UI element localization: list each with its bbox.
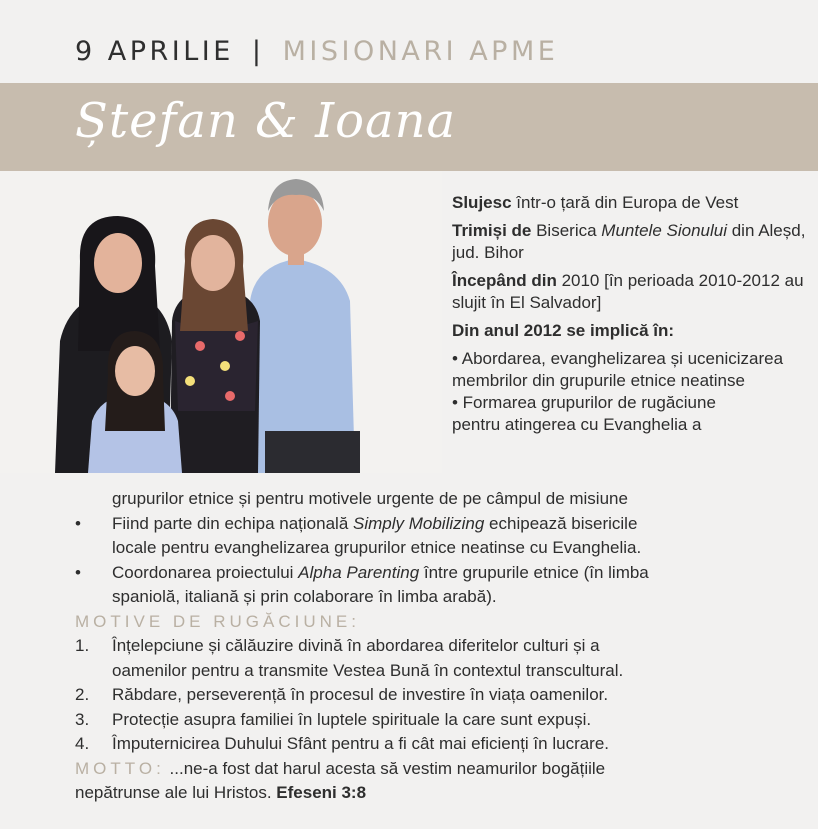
- prayer-item-4: 4. Împuternicirea Duhului Sfânt pentru a fi cât mai eficienți în lucrare.: [75, 734, 610, 753]
- prayer-item-2: 2. Răbdare, perseverență în procesul de investire în viața oamenilor.: [75, 685, 609, 704]
- lower-content: [75, 487, 815, 806]
- serve-line: Slujesc într-o țară din Europa de Vest: [452, 193, 739, 212]
- start-line: Începând din 2010 [în perioada 2010-2012 au slujit în El Salvador]: [452, 271, 804, 312]
- bible-reference: Efeseni 3:8: [276, 783, 367, 802]
- family-photo: [0, 171, 442, 473]
- involvement-bullet-2-start: • Formarea grupurilor de rugăciune: [452, 393, 716, 412]
- header-separator: |: [251, 36, 265, 67]
- family-photo-illustration: [0, 171, 442, 473]
- involvement-bullet-2-cont: pentru atingerea cu Evanghelia a: [452, 415, 702, 434]
- bullet-marker: •: [75, 513, 81, 533]
- prayer-item-1: 1. Înțelepciune și călăuzire divină în abordarea diferitelor culturi și a oamenilor pentru a transmite Vestea Bună în contextul transcultural.: [75, 636, 624, 680]
- sent-line: Trimiși de Biserica Muntele Sionului din Aleșd, jud. Bihor: [452, 221, 806, 262]
- prayer-heading: MOTIVE DE RUGĂCIUNE:: [75, 611, 360, 631]
- motto: MOTTO: ...ne-a fost dat harul acesta să vestim neamurilor bogățiile nepătrunse ale lui Hristos. Efeseni 3:8: [75, 758, 606, 802]
- involved-heading: Din anul 2012 se implică în:: [452, 321, 675, 340]
- section-title: MISIONARI APME: [282, 36, 559, 67]
- name-banner: [0, 83, 818, 171]
- date: 9 APRILIE: [75, 36, 234, 67]
- involvement-bullet-1: • Abordarea, evanghelizarea și ucenicizarea membrilor din grupurile etnice neatinse: [452, 349, 784, 390]
- involvement-bullet-4: • Coordonarea proiectului Alpha Parenting între grupurile etnice (în limba spaniolă, italiană și prin colaborare în limba arabă).: [75, 562, 649, 606]
- prayer-item-3: 3. Protecție asupra familiei în luptele spirituale la care sunt expuși.: [75, 709, 592, 729]
- involvement-bullet-2-end: grupurilor etnice și pentru motivele urgente de pe câmpul de misiune: [112, 489, 628, 508]
- motto-label: MOTTO:: [75, 758, 165, 778]
- bullet-marker: •: [75, 562, 81, 582]
- missionary-info: [452, 192, 818, 436]
- missionary-names: Ștefan & Ioana: [75, 93, 457, 149]
- page-header: [75, 36, 558, 67]
- involvement-bullet-3: • Fiind parte din echipa națională Simply Mobilizing echipează bisericile locale pentru evanghelizarea grupurilor etnice neatinse cu Evanghelia.: [75, 513, 642, 557]
